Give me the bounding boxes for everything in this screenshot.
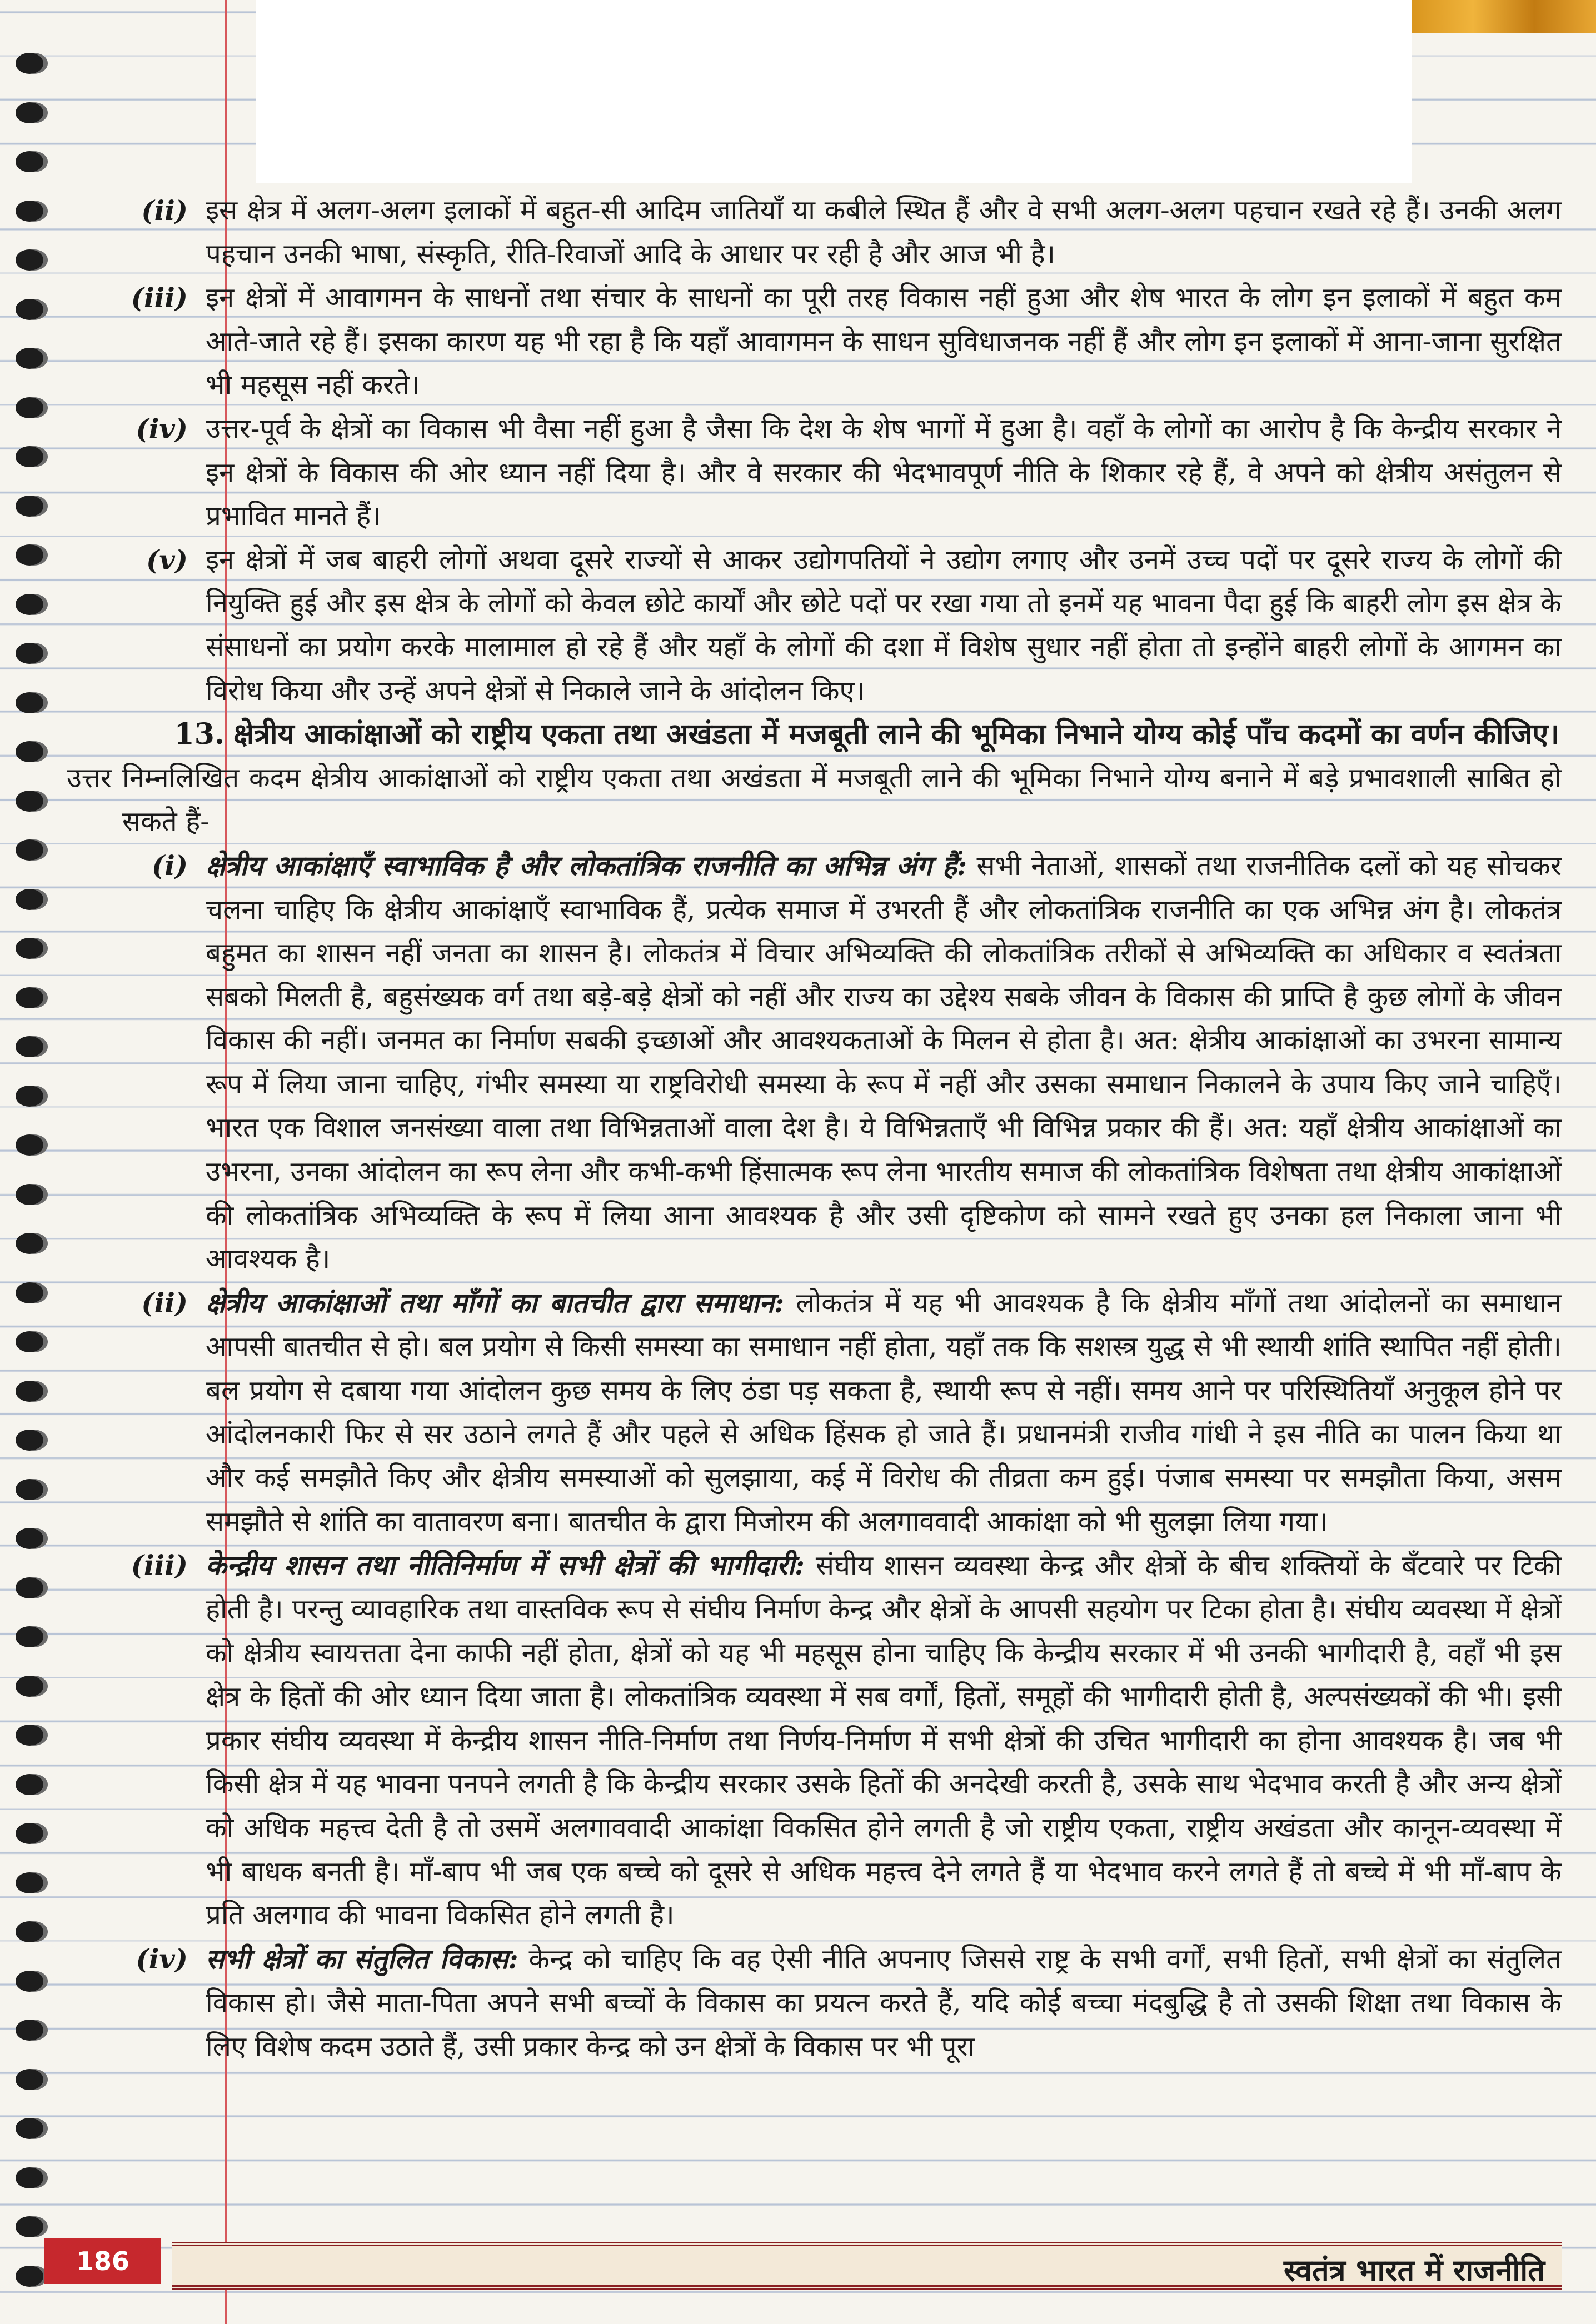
binding-hole bbox=[16, 102, 43, 123]
binding-hole bbox=[16, 889, 43, 910]
binding-hole bbox=[16, 1577, 43, 1598]
point-body bbox=[206, 844, 1562, 1281]
binding-hole bbox=[16, 1921, 43, 1942]
binding-hole bbox=[16, 496, 43, 517]
binding-hole bbox=[16, 938, 43, 959]
binding-hole bbox=[16, 1184, 43, 1205]
list-item bbox=[67, 276, 1562, 407]
question-text: क्षेत्रीय आकांक्षाओं को राष्ट्रीय एकता तथा अखंडता में मजबूती लाने की भूमिका निभाने योग्य कोई पाँच कदमों का वर्णन कीजिए। bbox=[233, 717, 1559, 752]
binding-hole bbox=[16, 1233, 43, 1254]
question bbox=[67, 713, 1562, 757]
point-title: क्षेत्रीय आकांक्षाएँ स्वाभाविक है और लोकतांत्रिक राजनीति का अभिन्न अंग हैं: bbox=[206, 849, 967, 882]
binding-hole bbox=[16, 201, 43, 222]
point-title: सभी क्षेत्रों का संतुलित विकास: bbox=[206, 1942, 518, 1975]
binding-hole bbox=[16, 1430, 43, 1451]
page-content bbox=[67, 189, 1562, 2069]
binding-hole bbox=[16, 348, 43, 369]
binding-hole bbox=[16, 839, 43, 861]
point-text: सभी नेताओं, शासकों तथा राजनीतिक दलों को यह सोचकर चलना चाहिए कि क्षेत्रीय आकांक्षाएँ स्वाभाविक हैं, प्रत्येक समाज में उभरती हैं और लोकतांत्रिक राजनीति का एक अभिन्न अंग है। लोकतंत्र बहुमत का शासन नहीं जनता का शासन है। लोकतंत्र में विचार अभिव्यक्ति की लोकतांत्रिक तरीकों से अभिव्यक्ति का अधिकार व स्वतंत्रता सबको मिलती है, बहुसंख्यक वर्ग तथा बड़े-बड़े क्षेत्रों को नहीं और राज्य का उद्देश्य सबके जीवन के विकास की प्राप्ति है कुछ लोगों के जीवन विकास की नहीं। जनमत का निर्माण सबकी इच्छाओं और आवश्यकताओं के मिलन से होता है। अत: क्षेत्रीय आकांक्षाओं का उभरना सामान्य रूप में लिया जाना चाहिए, गंभीर समस्या या राष्ट्रविरोधी समस्या के रूप में नहीं और उसका समाधान निकालने के उपाय किए जाने चाहिएँ। भारत एक विशाल जनसंख्या वाला तथा विभिन्नताओं वाला देश है। ये विभिन्नताएँ भी विभिन्न प्रकार की हैं। अत: यहाँ क्षेत्रीय आकांक्षाओं का उभरना, उनका आंदोलन का रूप लेना और कभी-कभी हिंसात्मक रूप लेना भारतीय समाज की लोकतांत्रिक विशेषता तथा क्षेत्रीय आकांक्षाओं की लोकतांत्रिक अभिव्यक्ति के रूप में लिया आना आवश्यक है और उसी दृष्टिकोण को सामने रखते हुए उनका हल निकाला जाना भी आवश्यक है। bbox=[206, 849, 1562, 1275]
answer-text: निम्नलिखित कदम क्षेत्रीय आकांक्षाओं को राष्ट्रीय एकता तथा अखंडता में मजबूती लाने की भूमिका निभाने योग्य बनाने में बड़े प्रभावशाली साबित हो सकते हैं- bbox=[122, 762, 1562, 838]
point-text: संघीय शासन व्यवस्था केन्द्र और क्षेत्रों के बीच शक्तियों के बँटवारे पर टिकी होती है। परन्तु व्यावहारिक तथा वास्तविक रूप से संघीय निर्माण केन्द्र और क्षेत्रों के आपसी सहयोग पर टिका होता है। संघीय व्यवस्था में क्षेत्रों को क्षेत्रीय स्वायत्तता देना काफी नहीं होता, क्षेत्रों को यह भी महसूस होना चाहिए कि केन्द्रीय सरकार में भी उनकी भागीदारी है, वहाँ भी इस क्षेत्र के हितों की ओर ध्यान दिया जाता है। लोकतांत्रिक व्यवस्था में सब वर्गों, हितों, समूहों की भागीदारी होती है, अल्पसंख्यकों की भी। इसी प्रकार संघीय व्यवस्था में केन्द्रीय शासन नीति-निर्माण तथा निर्णय-निर्माण में सभी क्षेत्रों की उचित भागीदारी का होना आवश्यक है। जब भी किसी क्षेत्र में यह भावना पनपने लगती है कि केन्द्रीय सरकार उसके हितों की अनदेखी करती है, उसके साथ भेदभाव करती है और अन्य क्षेत्रों को अधिक महत्त्व देती है तो उसमें अलगाववादी आकांक्षा विकसित होने लगती है जो राष्ट्रीय एकता, राष्ट्रीय अखंडता और कानून-व्यवस्था में भी बाधक बनती है। माँ-बाप भी जब एक बच्चे को दूसरे से अधिक महत्त्व देने लगते हैं या भेदभाव करने लगते हैं तो बच्चे में भी माँ-बाप के प्रति अलगाव की भावना विकसित होने लगती है। bbox=[206, 1550, 1562, 1931]
binding-hole bbox=[16, 1282, 43, 1303]
binding-hole bbox=[16, 151, 43, 172]
list-item bbox=[67, 1281, 1562, 1544]
binding-hole bbox=[16, 2118, 43, 2139]
point-label: (iv) bbox=[136, 1942, 188, 1975]
binding-hole bbox=[16, 1971, 43, 1992]
item-text: इन क्षेत्रों में आवागमन के साधनों तथा संचार के साधनों का पूरी तरह विकास नहीं हुआ और शेष भारत के लोग इन इलाकों में बहुत कम आते-जाते रहे हैं। इसका कारण यह भी रहा है कि यहाँ आवागमन के साधन सुविधाजनक नहीं हैं और लोग इन इलाकों में आना-जाना सुरक्षित भी महसूस नहीं करते। bbox=[206, 282, 1562, 401]
point-label: (iii) bbox=[131, 1549, 188, 1582]
binding-hole bbox=[16, 299, 43, 320]
point-title: केन्द्रीय शासन तथा नीतिनिर्माण में सभी क्षेत्रों की भागीदारी: bbox=[206, 1549, 805, 1582]
previous-answer-list bbox=[67, 189, 1562, 713]
wood-background bbox=[1412, 0, 1596, 33]
item-label: (v) bbox=[146, 543, 188, 576]
binding-hole bbox=[16, 397, 43, 418]
binding-hole bbox=[16, 1626, 43, 1647]
list-item bbox=[67, 407, 1562, 538]
binding-hole bbox=[16, 544, 43, 566]
point-body bbox=[206, 1281, 1562, 1544]
binding-hole bbox=[16, 1823, 43, 1844]
point-text: लोकतंत्र में यह भी आवश्यक है कि क्षेत्रीय माँगों तथा आंदोलनों का समाधान आपसी बातचीत से हो। बल प्रयोग से किसी समस्या का समाधान नहीं होता, यहाँ तक कि सशस्त्र युद्ध से भी स्थायी शांति स्थापित नहीं होती। बल प्रयोग से दबाया गया आंदोलन कुछ समय के लिए ठंडा पड़ सकता है, स्थायी रूप से नहीं। समय आने पर परिस्थितियाँ अनुकूल होने पर आंदोलनकारी फिर से सर उठाने लगते हैं और पहले से अधिक हिंसक हो जाते हैं। प्रधानमंत्री राजीव गांधी ने इस नीति का पालन किया था और कई समझौते किए और क्षेत्रीय समस्याओं को सुलझाया, कई में विरोध की तीव्रता कम हुई। पंजाब समस्या पर समझौता किया, असम समझौते से शांति का वातावरण बना। बातचीत के द्वारा मिजोरम की अलगाववादी आकांक्षा को भी सुलझा लिया गया। bbox=[206, 1287, 1562, 1537]
list-item bbox=[67, 844, 1562, 1281]
point-label: (ii) bbox=[141, 1286, 188, 1319]
binding-hole bbox=[16, 643, 43, 664]
binding-hole bbox=[16, 791, 43, 812]
binding-hole bbox=[16, 2167, 43, 2188]
binding-hole bbox=[16, 1036, 43, 1057]
book-title: स्वतंत्र भारत में राजनीति bbox=[1284, 2252, 1545, 2288]
item-text: इन क्षेत्रों में जब बाहरी लोगों अथवा दूसरे राज्यों से आकर उद्योगपतियों ने उद्योग लगाए और उनमें उच्च पदों पर दूसरे राज्य के लोगों की नियुक्ति हुई और इस क्षेत्र के लोगों को केवल छोटे कार्यों और छोटे पदों पर रखा गया तो इनमें यह भावना पैदा हुई कि बाहरी लोग इस क्षेत्र के संसाधनों का प्रयोग करके मालामाल हो रहे हैं और यहाँ के लोगों की दशा में विशेष सुधार नहीं होता तो इन्होंने बाहरी लोगों के आगमन का विरोध किया और उन्हें अपने क्षेत्रों से निकाले जाने के आंदोलन किए। bbox=[206, 543, 1562, 707]
page-number: 186 bbox=[44, 2238, 161, 2284]
list-item bbox=[67, 189, 1562, 276]
question-number: 13. bbox=[174, 717, 225, 752]
binding-hole bbox=[16, 2069, 43, 2090]
spiral-binding bbox=[0, 0, 61, 2324]
binding-hole bbox=[16, 53, 43, 74]
binding-hole bbox=[16, 249, 43, 271]
binding-hole bbox=[16, 1479, 43, 1500]
list-item bbox=[67, 1543, 1562, 1937]
binding-hole bbox=[16, 594, 43, 615]
binding-hole bbox=[16, 2020, 43, 2041]
item-label: (iii) bbox=[131, 282, 188, 314]
answer-intro bbox=[67, 757, 1562, 844]
point-text: केन्द्र को चाहिए कि वह ऐसी नीति अपनाए जिससे राष्ट्र के सभी वर्गों, सभी हितों, सभी क्षेत्रों का संतुलित विकास हो। जैसे माता-पिता अपने सभी बच्चों के विकास का प्रयत्न करते हैं, यदि कोई बच्चा मंदबुद्धि है तो उसकी शिक्षा तथा विकास के लिए विशेष कदम उठाते हैं, उसी प्रकार केन्द्र को उन क्षेत्रों के विकास पर भी पूरा bbox=[206, 1943, 1562, 2062]
binding-hole bbox=[16, 1872, 43, 1893]
answer-label: उत्तर bbox=[67, 762, 112, 794]
binding-hole bbox=[16, 987, 43, 1008]
point-body bbox=[206, 1543, 1562, 1937]
binding-hole bbox=[16, 1086, 43, 1107]
item-text: उत्तर-पूर्व के क्षेत्रों का विकास भी वैसा नहीं हुआ है जैसा कि देश के शेष भागों में हुआ है। वहाँ के लोगों का आरोप है कि केन्द्रीय सरकार ने इन क्षेत्रों के विकास की ओर ध्यान नहीं दिया है। और वे सरकार की भेदभावपूर्ण नीति के शिकार रहे हैं, वे अपने को क्षेत्रीय असंतुलन से प्रभावित मानते हैं। bbox=[206, 412, 1562, 532]
binding-hole bbox=[16, 1528, 43, 1549]
item-label: (ii) bbox=[141, 194, 188, 227]
item-text: इस क्षेत्र में अलग-अलग इलाकों में बहुत-सी आदिम जातियाँ या कबीले स्थित हैं और वे सभी अलग-अलग पहचान रखते रहे हैं। उनकी अलग पहचान उनकी भाषा, संस्कृति, रीति-रिवाजों आदि के आधार पर रही है और आज भी है। bbox=[206, 194, 1562, 270]
binding-hole bbox=[16, 446, 43, 467]
page-footer bbox=[39, 2231, 1562, 2292]
binding-hole bbox=[16, 1676, 43, 1697]
answer-points bbox=[67, 844, 1562, 2069]
binding-hole bbox=[16, 1331, 43, 1352]
footer-bar bbox=[172, 2242, 1562, 2290]
binding-hole bbox=[16, 692, 43, 713]
point-label: (i) bbox=[152, 849, 188, 882]
point-title: क्षेत्रीय आकांक्षाओं तथा माँगों का बातचीत द्वारा समाधान: bbox=[206, 1286, 785, 1319]
point-body bbox=[206, 1937, 1562, 2069]
list-item bbox=[67, 538, 1562, 713]
binding-hole bbox=[16, 1134, 43, 1156]
top-blank-area bbox=[256, 0, 1412, 183]
list-item bbox=[67, 1937, 1562, 2069]
binding-hole bbox=[16, 1381, 43, 1402]
binding-hole bbox=[16, 741, 43, 762]
binding-hole bbox=[16, 1774, 43, 1795]
item-label: (iv) bbox=[136, 412, 188, 445]
binding-hole bbox=[16, 1725, 43, 1746]
